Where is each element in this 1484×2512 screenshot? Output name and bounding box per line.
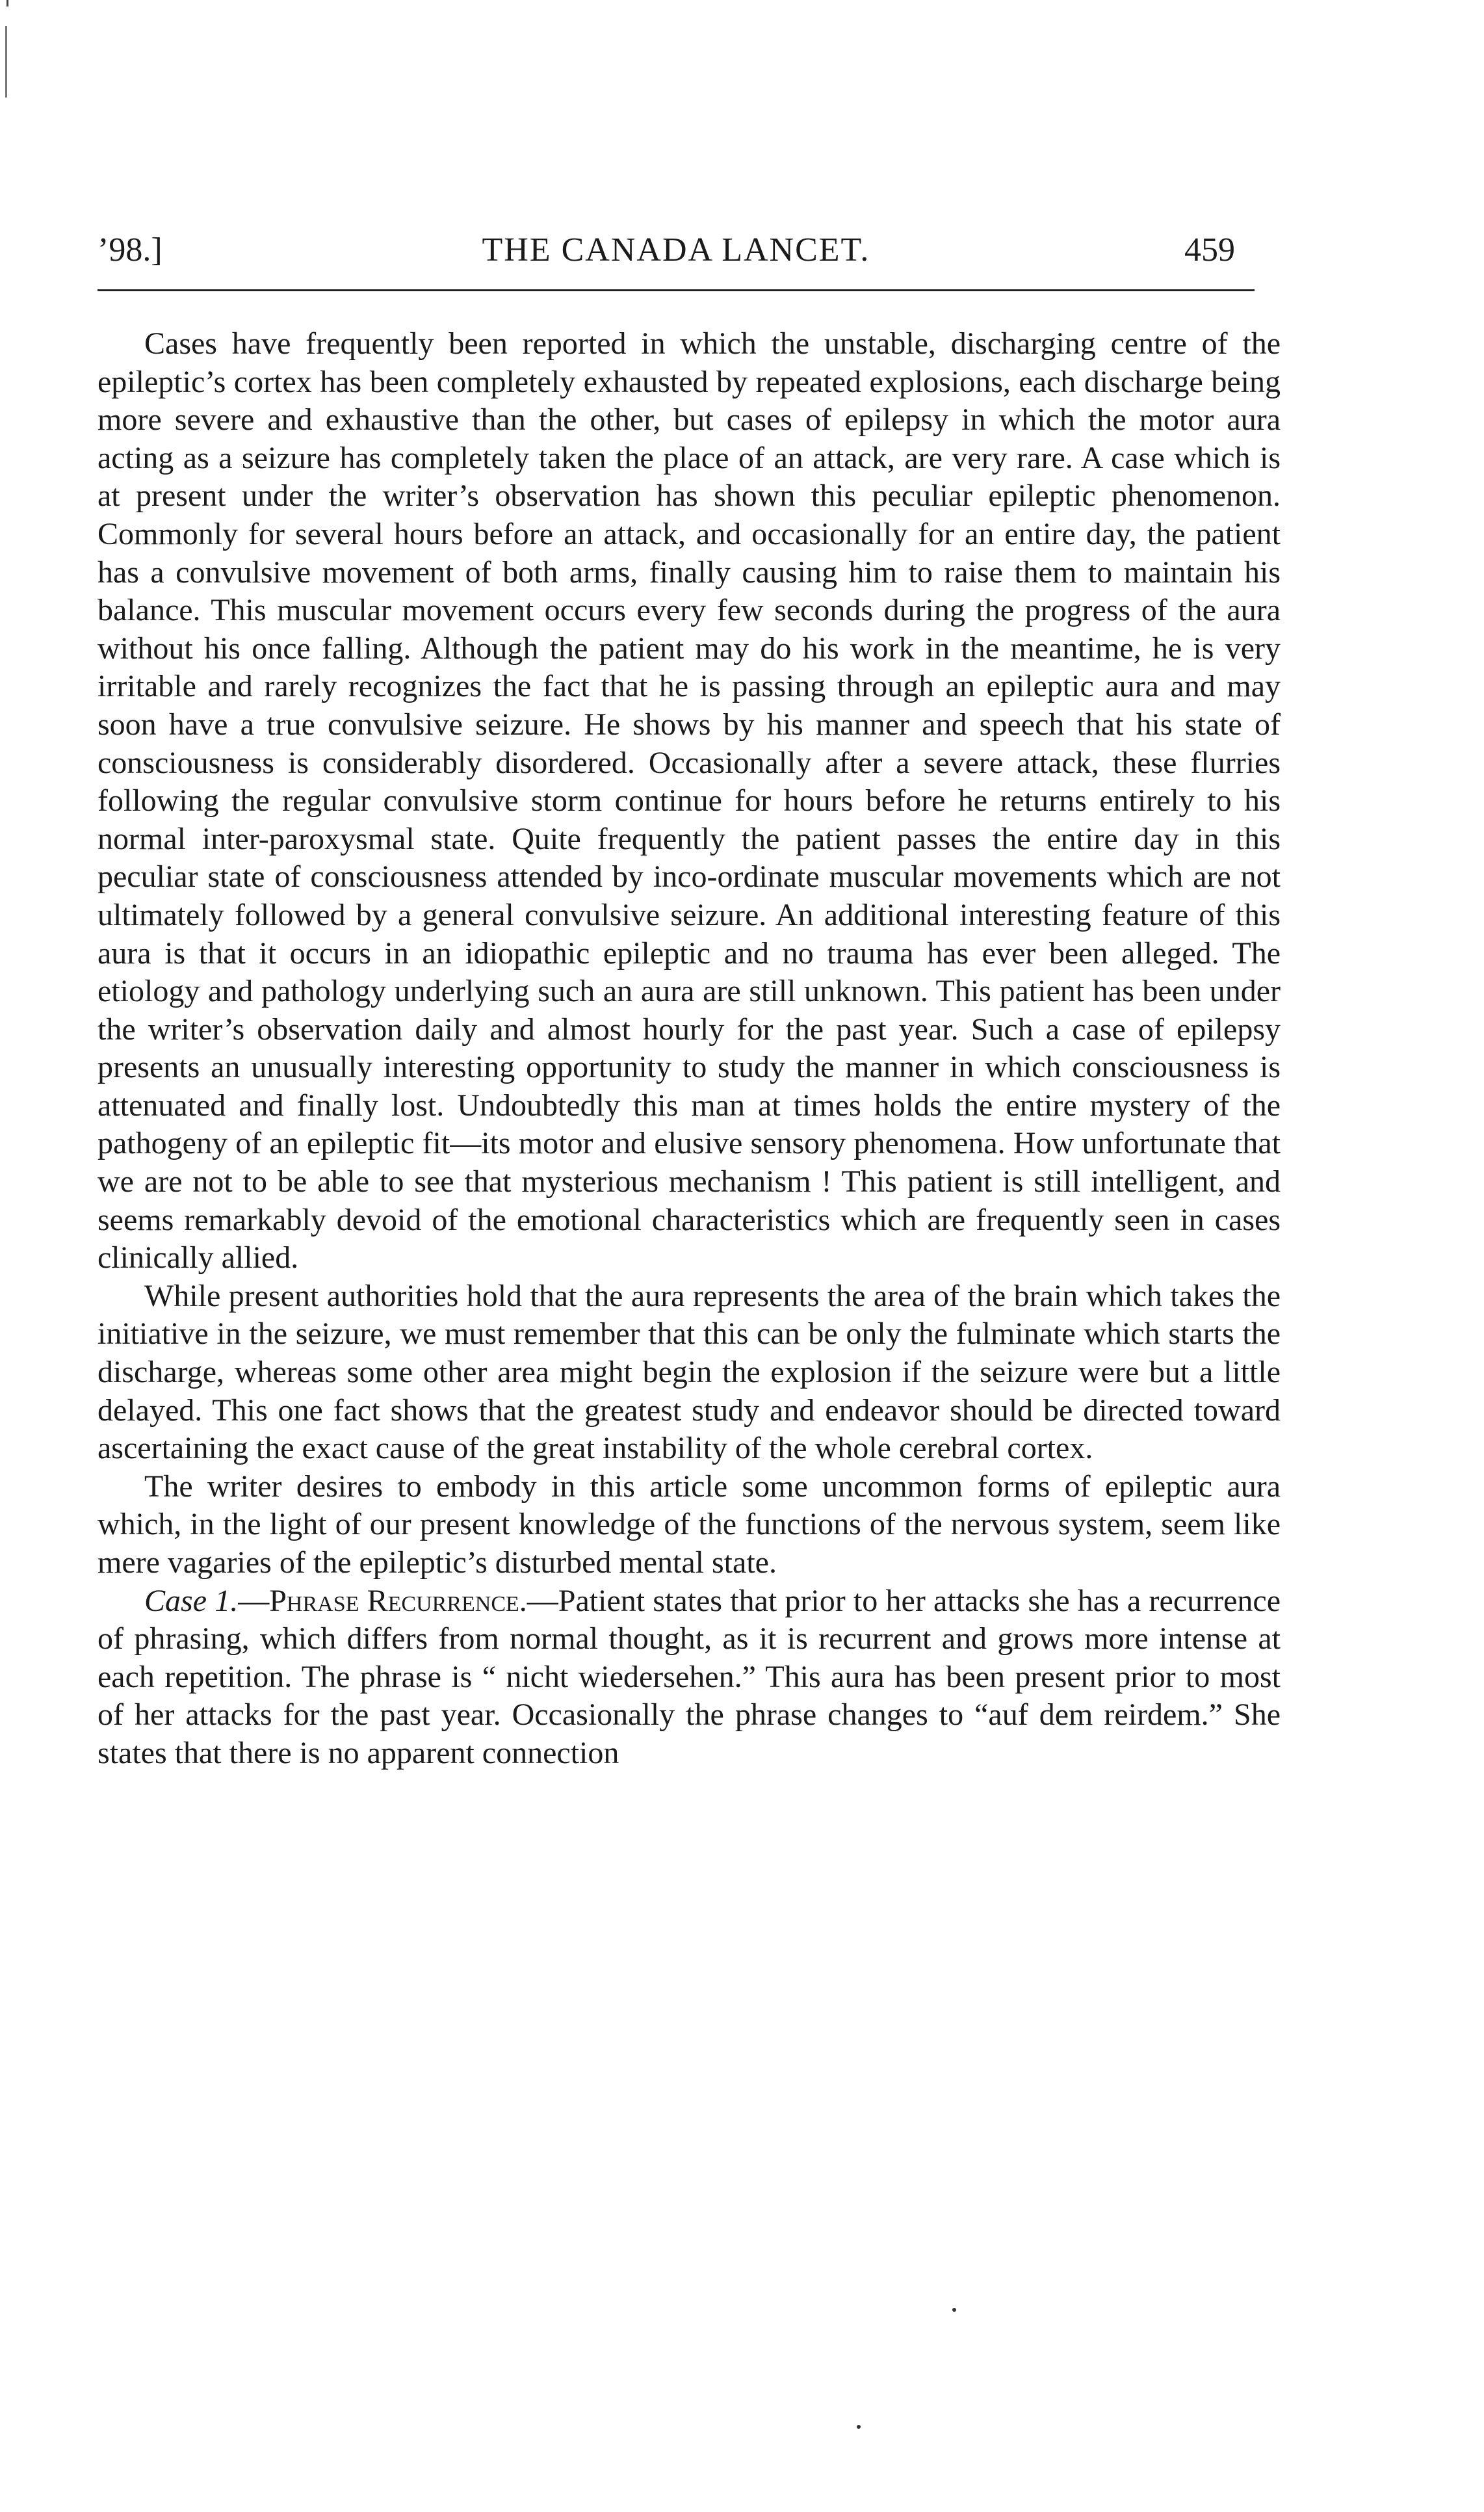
journal-title: THE CANADA LANCET. — [482, 231, 870, 268]
paragraph: While present authorities hold that the aura represents the area of the brain which takes the initiative in the seizure, we must remember that this can be only the fulminate which starts the discharge, whereas some other area might begin the explosion if the seizure were but a little delayed. This one fact shows that the greatest study and endeavor should be directed toward ascertaining the exact cause of the great instability of the whole cerebral cortex. — [98, 1278, 1281, 1466]
running-header — [98, 231, 1255, 276]
case-text: Patient states that prior to her attacks she has a recurrence of phrasing, which differs from normal thought, as it is recurrent and grows more intense at each repetition. The phrase is “ nicht wiedersehen.” This aura has been present prior to most of her attacks for the past year. Occasionally the phrase changes to “auf dem reirdem.” She states that there is no apparent connection — [98, 1583, 1281, 1770]
header-date: ’98.] — [98, 231, 163, 268]
header-rule — [98, 289, 1255, 291]
scan-speck — [857, 2425, 861, 2429]
case-paragraph — [98, 1582, 1281, 1773]
paragraph: The writer desires to embody in this article some uncommon forms of epileptic aura which, in the light of our present knowledge of the functions of the nervous system, seem like mere vagaries of the epileptic’s disturbed mental state. — [98, 1469, 1281, 1580]
case-label: Case 1. — [144, 1583, 239, 1618]
scan-mark — [7, 0, 8, 7]
page-number: 459 — [1184, 231, 1235, 268]
case-title: —Phrase Recurrence.— — [238, 1583, 558, 1618]
article-body — [98, 325, 1281, 1773]
scan-speck — [952, 2308, 956, 2312]
scan-mark — [5, 26, 7, 98]
paragraph: Cases have frequently been reported in which the unstable, discharging centre of the epileptic’s cortex has been completely exhausted by repeated explosions, each discharge being more severe and exhaustive than the other, but cases of epilepsy in which the motor aura acting as a seizure has completely taken the place of an attack, are very rare. A case which is at present under the writer’s observation has shown this peculiar epileptic phenomenon. Commonly for several hours before an attack, and occasionally for an entire day, the patient has a convulsive movement of both arms, finally causing him to raise them to maintain his balance. This muscular movement occurs every few seconds during the progress of the aura without his once falling. Although the patient may do his work in the meantime, he is very irritable and rarely recognizes the fact that he is passing through an epileptic aura and may soon have a true convulsive seizure. He shows by his manner and speech that his state of consciousness is considerably disordered. Occasionally after a severe attack, these flurries following the regular convulsive storm continue for hours before he returns entirely to his normal inter-paroxysmal state. Quite frequently the patient passes the entire day in this peculiar state of consciousness attended by inco-ordinate muscular movements which are not ultimately followed by a general convulsive seizure. An additional interesting feature of this aura is that it occurs in an idiopathic epileptic and no trauma has ever been alleged. The etiology and pathology underlying such an aura are still unknown. This patient has been under the writer’s observation daily and almost hourly for the past year. Such a case of epilepsy presents an unusually interesting opportunity to study the manner in which consciousness is attenuated and finally lost. Undoubtedly this man at times holds the entire mystery of the pathogeny of an epileptic fit—its motor and elusive sensory phenomena. How unfortunate that we are not to be able to see that mysterious mechanism ! This patient is still intelligent, and seems remarkably devoid of the emotional characteristics which are frequently seen in cases clinically allied. — [98, 326, 1281, 1276]
